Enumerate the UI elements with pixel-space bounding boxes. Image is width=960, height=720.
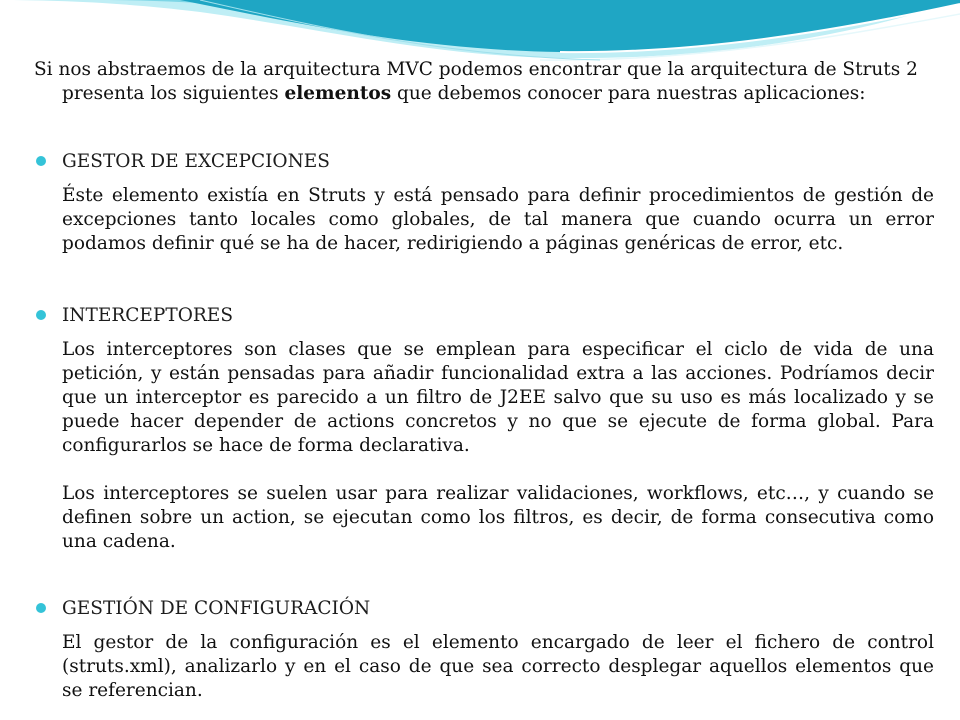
intro-bold-word: elementos <box>284 83 392 104</box>
intro-paragraph <box>34 58 934 106</box>
section-paragraph: Los interceptores se suelen usar para realizar validaciones, workflows, etc…, y cuando se definen sobre un action, se ejecutan como los filtros, es decir, de forma consecutiva como una cadena. <box>62 483 934 552</box>
section-heading-excepciones: GESTOR DE EXCEPCIONES <box>62 151 330 172</box>
intro-line-1: Si nos abstraemos de la arquitectura MVC podemos encontrar que la arquitectura de Struts 2 <box>34 59 918 80</box>
section-paragraph: Los interceptores son clases que se emplean para especificar el ciclo de vida de una petición, y están pensadas para añadir funcionalidad extra a las acciones. Podríamos decir que un interceptor es parecido a un filtro de J2EE salvo que su uso es más localizado y se puede hacer depender de actions concretos y no que se ejecute de forma global. Para configurarlos se hace de forma declarativa. <box>62 339 934 456</box>
bullet-icon <box>36 310 46 320</box>
section-paragraph: El gestor de la configuración es el elemento encargado de leer el fichero de control (struts.xml), analizarlo y en el caso de que sea correcto desplegar aquellos elementos que se referencian. <box>62 632 934 701</box>
bullet-icon <box>36 156 46 166</box>
bullet-icon <box>36 603 46 613</box>
intro-line-2: presenta los siguientes elementos que debemos conocer para nuestras aplicaciones: <box>62 83 866 104</box>
section-heading-configuracion: GESTIÓN DE CONFIGURACIÓN <box>62 598 371 619</box>
section-heading-interceptores: INTERCEPTORES <box>62 305 233 326</box>
section-paragraph: Éste elemento existía en Struts y está pensado para definir procedimientos de gestión de excepciones tanto locales como globales, de tal manera que cuando ocurra un error podamos definir qué se ha de hacer, redirigiendo a páginas genéricas de error, etc. <box>62 185 934 254</box>
